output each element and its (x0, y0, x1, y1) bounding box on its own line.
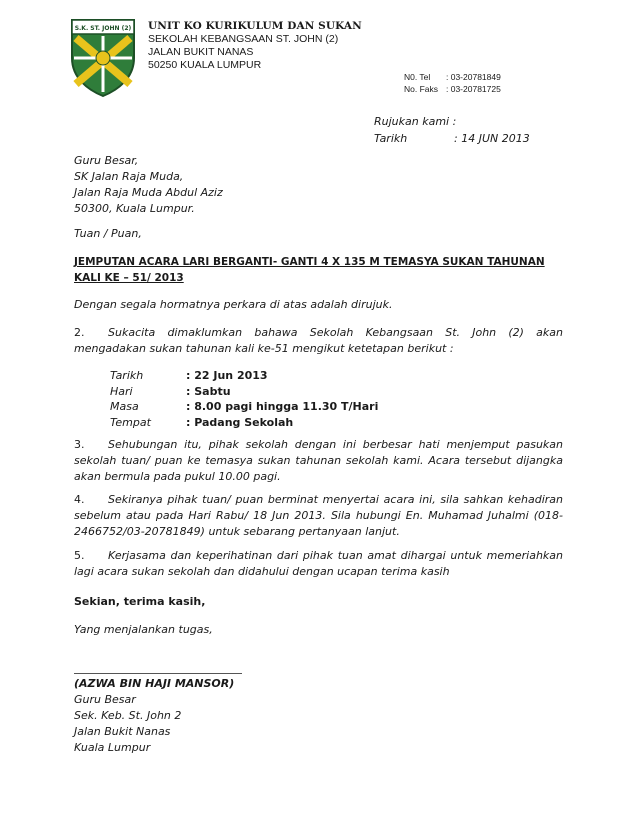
paragraph-text: Sekiranya pihak tuan/ puan berminat menyertai acara ini, sila sahkan kehadiran sebelum atau pada Hari Rabu/ 18 Jun 2013. Sila hubungi En. Muhamad Juhalmi (018-2466752/03-20781849) untuk sebarang pertanyaan lanjut. (74, 493, 563, 538)
paragraph-2 (74, 325, 563, 357)
reference-label: Rujukan kami : (374, 115, 457, 128)
schedule-venue: : Padang Sekolah (186, 415, 294, 429)
opening-line: Dengan segala hormatnya perkara di atas adalah dirujuk. (74, 298, 393, 311)
recipient-line: 50300, Kuala Lumpur. (74, 202, 195, 215)
recipient-line: SK Jalan Raja Muda, (74, 170, 184, 183)
closing-thanks: Sekian, terima kasih, (74, 595, 206, 608)
paragraph-text: Kerjasama dan keperihatinan dari pihak tuan amat dihargai untuk memeriahkan lagi acara sukan sekolah dan didahului dengan ucapan terima kasih (74, 549, 563, 578)
recipient-line: Guru Besar, (74, 154, 139, 167)
paragraph-number: 5. (74, 549, 85, 562)
paragraph-3 (74, 437, 563, 485)
school-name: SEKOLAH KEBANGSAAN ST. JOHN (2) (148, 33, 339, 45)
fax-label: No. Faks (404, 84, 439, 94)
schedule-venue-label: Tempat (110, 415, 151, 429)
recipient-line: Jalan Raja Muda Abdul Aziz (74, 186, 223, 199)
signature-block (74, 676, 563, 756)
signature-line (74, 673, 242, 674)
paragraph-number: 4. (74, 493, 85, 506)
school-street: JALAN BUKIT NANAS (148, 46, 254, 58)
paragraph-number: 3. (74, 438, 85, 451)
fax-value: : 03-20781725 (446, 84, 501, 94)
recipient-address (74, 153, 563, 217)
unit-title: UNIT KO KURIKULUM DAN SUKAN (148, 20, 362, 32)
contact-info (404, 71, 501, 95)
signatory-name: (AZWA BIN HAJI MANSOR) (74, 677, 235, 690)
reference-block (374, 113, 530, 147)
paragraph-number: 2. (74, 326, 85, 339)
signatory-street: Jalan Bukit Nanas (74, 725, 171, 738)
school-crest-logo (66, 14, 140, 98)
signatory-city: Kuala Lumpur (74, 741, 151, 754)
schedule-day-label: Hari (110, 384, 133, 398)
schedule-time-label: Masa (110, 400, 139, 413)
salutation: Tuan / Puan, (74, 227, 142, 240)
schedule-date-label: Tarikh (110, 369, 144, 382)
closing-signoff: Yang menjalankan tugas, (74, 623, 213, 636)
school-city: 50250 KUALA LUMPUR (148, 59, 262, 71)
event-schedule (110, 368, 378, 430)
schedule-time: : 8.00 pagi hingga 11.30 T/Hari (186, 400, 379, 413)
tel-value: : 03-20781849 (446, 72, 501, 82)
signatory-org: Sek. Keb. St. John 2 (74, 709, 182, 722)
subject-line-2: KALI KE – 51/ 2013 (74, 272, 184, 284)
paragraph-text: Sukacita dimaklumkan bahawa Sekolah Kebangsaan St. John (2) akan mengadakan sukan tahunan kali ke-51 mengikut ketetapan berikut : (74, 326, 563, 355)
letterhead (148, 20, 362, 72)
date-label: Tarikh (374, 132, 408, 145)
paragraph-5 (74, 548, 563, 580)
paragraph-4 (74, 492, 563, 540)
schedule-date: : 22 Jun 2013 (186, 369, 268, 382)
tel-label: N0. Tel (404, 72, 431, 82)
subject (74, 254, 563, 286)
letter-date: : 14 JUN 2013 (454, 132, 530, 145)
schedule-day: : Sabtu (186, 384, 231, 398)
paragraph-text: Sehubungan itu, pihak sekolah dengan ini berbesar hati menjemput pasukan sekolah tuan/ puan ke temasya sukan tahunan sekolah kami. Acara tersebut dijangka akan bermula pada pukul 10.00 pagi. (74, 438, 563, 483)
signatory-title: Guru Besar (74, 693, 136, 706)
subject-line-1: JEMPUTAN ACARA LARI BERGANTI- GANTI 4 X 135 M TEMASYA SUKAN TAHUNAN (74, 256, 545, 268)
crest-text: S.K. ST. JOHN (2) (74, 25, 132, 32)
